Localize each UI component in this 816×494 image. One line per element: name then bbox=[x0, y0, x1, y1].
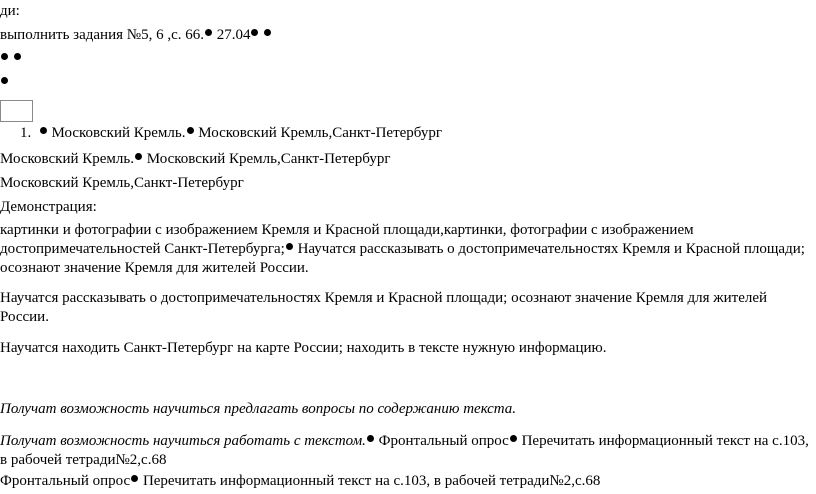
bullet-icon bbox=[187, 127, 194, 134]
outcome-text: Научатся рассказывать о достопримечательностях Кремля и Красной площади; осознают значение Кремля для жителей России. bbox=[0, 290, 768, 325]
bullet-icon bbox=[286, 243, 293, 250]
bullet-row-single bbox=[0, 74, 9, 93]
bullet-icon bbox=[135, 153, 142, 160]
places-text: Московский Кремль,Санкт-Петербург bbox=[0, 175, 244, 191]
bullet-icon bbox=[367, 435, 374, 442]
list-number: 1. bbox=[20, 125, 32, 141]
demo-materials: картинки и фотографии с изображением Кремля и Красной площади,картинки, фотографии с изображением достопримечательностей Санкт-Петербурга; bbox=[0, 222, 694, 257]
opportunity-paragraph bbox=[0, 400, 812, 419]
list-text-b: Московский Кремль,Санкт-Петербург bbox=[194, 125, 442, 141]
places-text-b: Московский Кремль,Санкт-Петербург bbox=[143, 151, 391, 167]
places-line-2 bbox=[0, 174, 244, 193]
bullet-row bbox=[0, 50, 22, 69]
bullet-icon bbox=[40, 127, 47, 134]
bullet-icon bbox=[14, 53, 21, 60]
homework-task: Перечитать информационный текст на с.103, в рабочей тетради№2,с.68 bbox=[139, 473, 601, 489]
bullet-icon bbox=[1, 53, 8, 60]
list-text-a: Московский Кремль. bbox=[51, 125, 186, 141]
bullet-icon bbox=[205, 29, 212, 36]
places-text-a: Московский Кремль. bbox=[0, 151, 134, 167]
skills-text: Научатся находить Санкт-Петербург на карте России; находить в тексте нужную информацию. bbox=[0, 340, 607, 356]
opportunity-text: Получат возможность научиться предлагать вопросы по содержанию текста. bbox=[0, 401, 517, 417]
assignment-line bbox=[0, 26, 272, 45]
bullet-icon bbox=[264, 29, 271, 36]
opportunity-paragraph-2 bbox=[0, 432, 812, 470]
reread-task: Перечитать информационный текст на с.103, в рабочей тетради№2,с.68 bbox=[0, 433, 809, 468]
empty-text-box[interactable] bbox=[0, 100, 33, 122]
bullet-icon bbox=[131, 475, 138, 482]
demo-outcomes: Научатся рассказывать о достопримечательностях Кремля и Красной площади; осознают значение Кремля для жителей России. bbox=[0, 241, 805, 276]
bullet-icon bbox=[1, 77, 8, 84]
homework-survey: Фронтальный опрос bbox=[0, 473, 131, 489]
frontal-survey: Фронтальный опрос bbox=[374, 433, 509, 449]
heading-text: ди: bbox=[0, 3, 20, 19]
assignment-date: 27.04 bbox=[212, 27, 251, 43]
heading-fragment bbox=[0, 2, 20, 21]
places-line bbox=[0, 150, 391, 169]
demo-text: Демонстрация: bbox=[0, 199, 97, 215]
demo-paragraph bbox=[0, 221, 812, 278]
demo-label bbox=[0, 198, 97, 217]
skills-paragraph bbox=[0, 339, 812, 358]
outcome-paragraph bbox=[0, 289, 812, 327]
bullet-icon bbox=[510, 435, 517, 442]
numbered-list-item bbox=[20, 124, 442, 143]
opportunity-text-2: Получат возможность научиться работать с текстом. bbox=[0, 433, 366, 449]
homework-line bbox=[0, 472, 600, 491]
assignment-text: выполнить задания №5, 6 ,с. 66. bbox=[0, 27, 204, 43]
bullet-icon bbox=[251, 29, 258, 36]
